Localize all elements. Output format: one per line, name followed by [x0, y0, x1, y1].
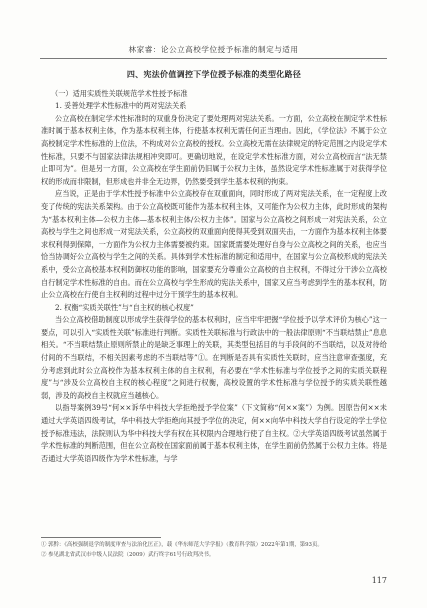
footnote: ① 郭黔：《高校强制退学的制度审查与法治化匡正》，载《华东师范大学学报》（教育科学版）2022年第1期，第93页。: [41, 542, 323, 548]
subsubsection-title-2: 2. 权衡“实质关联性”与“自主权的核心权度”: [55, 302, 194, 312]
header-rule: [40, 58, 387, 59]
paragraph: 公立高校在制定学术性标准时的双重身份决定了要处理两对宪法关系。一方面，公立高校在制定学术性标准时属于基本权利主体，作为基本权利主体，行使基本权利无需任何正当理由。因此，《学位法》不属于公立高校制定学术性标准的上位法，不构成对公立高校的授权。公立高校无需在法律规定的特定范围之内设定学术性标准，只要不与国家法律法规相冲突即可。更确切地说，在设定学术性标准方面，对公立高校而言“法无禁止即可为”。但是另一方面，公立高校在学生面前仍旧属于公权力主体，虽然设定学术性标准属于对获得学位权的形成而非限制，但形成也并非全无边界，仍然要受到学生基本权利的拘束。: [41, 113, 387, 186]
paragraph: 以指导案例39号“何××诉华中科技大学拒绝授予学位案”（下文简称“何××案”）为例。因原告何××未通过大学英语四级考试，华中科技大学拒绝向其授予学位的决定，何××向华中科技大学自行设定的学士学位授予标准违法，法院则认为华中科技大学有权在其权限内合理地行使了自主权。②大学英语四级考试虽然属于学术性标准的判断范围，但在公立高校在国家面前属于基本权利主体，在学生面前仍然属于公权力主体。将是否通过大学英语四级作为学术性标准，与学: [41, 403, 387, 463]
subsubsection-title-1: 1. 妥善处理学术性标准中的两对宪法关系: [55, 101, 187, 111]
subsection-title: （一）适用实质性关联规范学术性授予标准: [51, 88, 188, 98]
article-body: [41, 69, 387, 465]
running-head: 林家睿：论公立高校学位授予标准的制定与适用: [128, 45, 299, 54]
paragraph: 应当说，正是由于学术性授予标准中公立高校存在双重面向，同时形成了两对宪法关系，在一定程度上改变了传统的宪法关系架构。由于公立高校既可能作为基本权利主体，又可能作为公权力主体，此时形成的架构为“基本权利主体—公权力主体—基本权利主体/公权力主体”。国家与公立高校之间形成一对宪法关系，公立高校与学生之间也形成一对宪法关系，公立高校的双重面向使得其受到双面夹击，一方面作为基本权利主体要求权利得到保障，一方面作为公权力主体需要被约束。国家既需要处理好自身与公立高校之间的关系，也应当恰当协调好公立高校与学生之间的关系。具体到学术性标准的制定和适用中，在国家与公立高校形成的宪法关系中，受公立高校基本权利防御权功能的影响，国家要充分尊重公立高校的自主权利，不得过分干涉公立高校自行制定学术性标准的自由。而在公立高校与学生形成的宪法关系中，国家又应当考虑到学生的基本权利，防止公立高校在行使自主权利的过程中过分干预学生的基本权利。: [41, 189, 387, 300]
footnote: ② 参见湖北省武汉市中级人民法院（2009）武行终字61号行政判决书。: [41, 551, 215, 558]
paragraph: 当公立高校借助制度以形成学生获得学位的基本权利时，应当牢牢把握“学位授予以学术评价为核心”这一要点，可以引入“实质性关联”标准进行判断。实质性关联标准与行政法中的一般法律原则“不当联结禁止”息息相关。“不当联结禁止原则所禁止的是缺乏事理上的关联，其类型包括目的与手段间的不当联结，以及对待给付间的不当联结，不相关因素考虑的不当联结等”①。在判断是否具有实质性关联时，应当注意审查强度，充分考虑到此时公立高校作为基本权利主体的自主权利，有必要在“学术性标准与学位授予之间的实质关联程度”与“涉及公立高校自主权的核心程度”之间进行权衡，高校设置的学术性标准与学位授予的实质关联性越弱，涉及的高校自主权就应当越核心。: [41, 315, 387, 400]
section-title: 四、宪法价值调控下学位授予标准的类型化路径: [126, 70, 302, 79]
page-number: 117: [371, 576, 387, 585]
footnotes: [41, 541, 387, 560]
footnote-rule: [41, 537, 161, 538]
